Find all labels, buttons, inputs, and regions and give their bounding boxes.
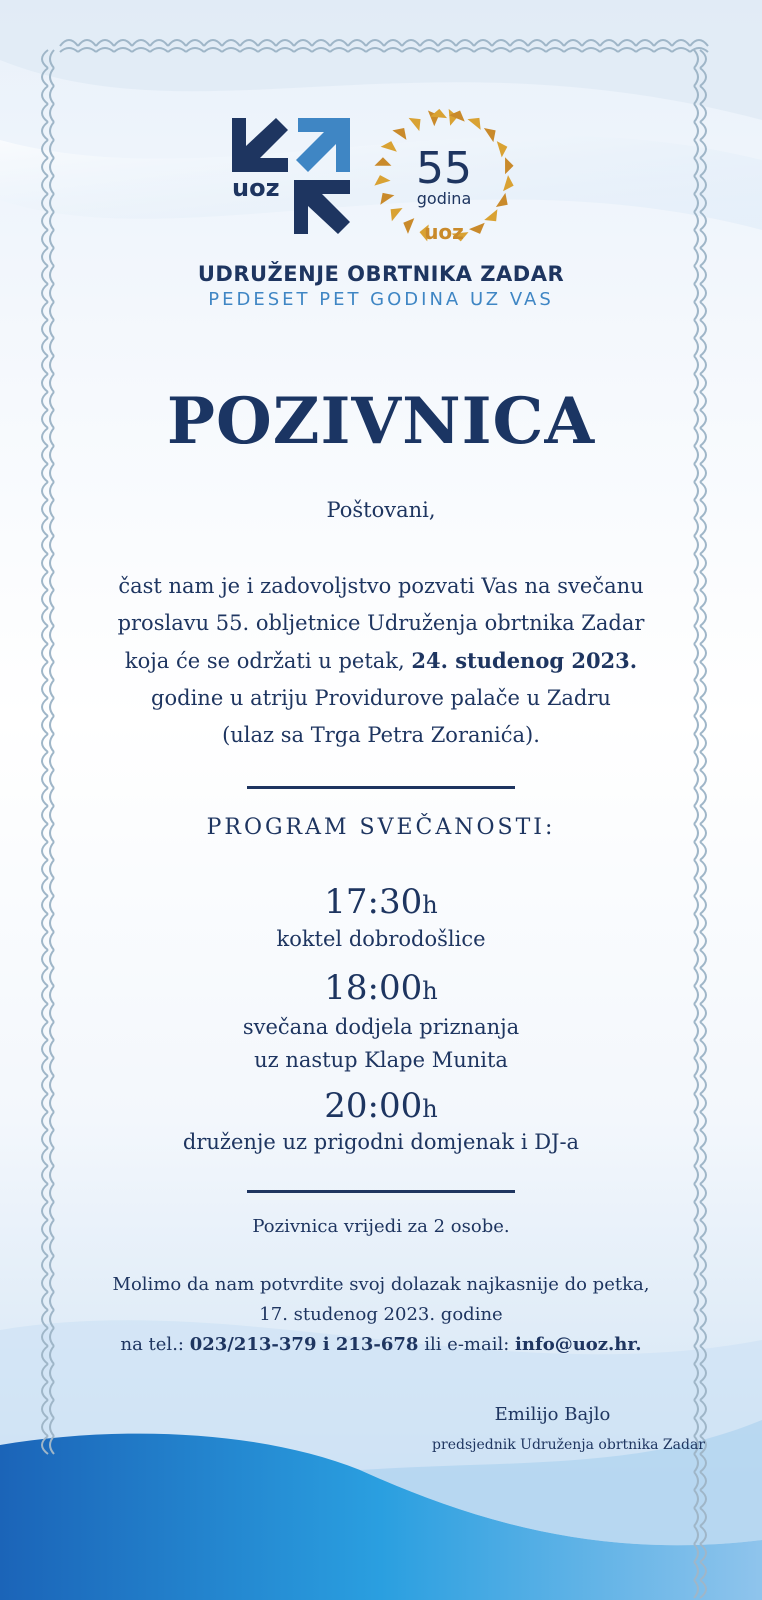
uoz-logo-text: uoz bbox=[232, 174, 280, 202]
rsvp-text: ili e-mail: bbox=[418, 1334, 516, 1355]
time-value: 20:00 bbox=[324, 1086, 423, 1126]
anniversary-word: godina bbox=[416, 189, 472, 208]
signer-name: Emilijo Bajlo bbox=[494, 1404, 611, 1425]
uoz-logo bbox=[232, 108, 532, 248]
phone-numbers: 023/213-379 i 213-678 bbox=[189, 1334, 419, 1355]
org-name: UDRUŽENJE OBRTNIKA ZADAR bbox=[197, 262, 565, 286]
rsvp-line: Molimo da nam potvrdite svoj dolazak najkasnije do petka, bbox=[112, 1274, 650, 1295]
validity-note: Pozivnica vrijedi za 2 osobe. bbox=[252, 1216, 510, 1237]
program-description bbox=[0, 1011, 762, 1077]
time-value: 17:30 bbox=[324, 882, 423, 922]
anniversary-logo-text: uoz bbox=[424, 220, 464, 244]
program-description: koktel dobrodošlice bbox=[276, 927, 486, 951]
body-line: (ulaz sa Trga Petra Zoranića). bbox=[222, 723, 540, 747]
body-line: godine u atriju Providurove palače u Zadru bbox=[151, 686, 611, 710]
time-value: 18:00 bbox=[324, 968, 423, 1008]
signer-role: predsjednik Udruženja obrtnika Zadar bbox=[432, 1437, 705, 1453]
time-unit: h bbox=[422, 891, 438, 919]
description-line: uz nastup Klape Munita bbox=[254, 1048, 508, 1072]
invitation-body bbox=[0, 568, 762, 754]
program-time bbox=[0, 882, 762, 925]
body-line-text: koja će se održati u petak, bbox=[124, 649, 412, 673]
org-tagline: PEDESET PET GODINA UZ VAS bbox=[208, 289, 554, 310]
body-line: čast nam je i zadovoljstvo pozvati Vas na svečanu bbox=[118, 574, 644, 598]
rsvp-text: na tel.: bbox=[120, 1334, 190, 1355]
email-link[interactable]: info@uoz.hr. bbox=[515, 1334, 642, 1355]
logo-group bbox=[232, 108, 532, 248]
description-line: svečana dodjela priznanja bbox=[242, 1015, 520, 1039]
time-unit: h bbox=[422, 977, 438, 1005]
time-unit: h bbox=[422, 1095, 438, 1123]
body-line bbox=[0, 642, 762, 680]
program-time bbox=[0, 968, 762, 1011]
body-line: proslavu 55. obljetnice Udruženja obrtnika Zadar bbox=[117, 611, 645, 635]
anniversary-number: 55 bbox=[416, 143, 472, 194]
greeting: Poštovani, bbox=[326, 498, 436, 522]
rsvp-line: 17. studenog 2023. godine bbox=[259, 1304, 503, 1325]
rsvp-contact-line bbox=[0, 1334, 762, 1355]
program-description: druženje uz prigodni domjenak i DJ-a bbox=[182, 1130, 580, 1154]
program-heading: PROGRAM SVEČANOSTI: bbox=[206, 815, 556, 840]
event-date: 24. studenog 2023. bbox=[411, 648, 638, 673]
program-time bbox=[0, 1086, 762, 1129]
invitation-title: POZIVNICA bbox=[166, 384, 596, 459]
divider bbox=[247, 1190, 515, 1193]
divider bbox=[247, 786, 515, 789]
